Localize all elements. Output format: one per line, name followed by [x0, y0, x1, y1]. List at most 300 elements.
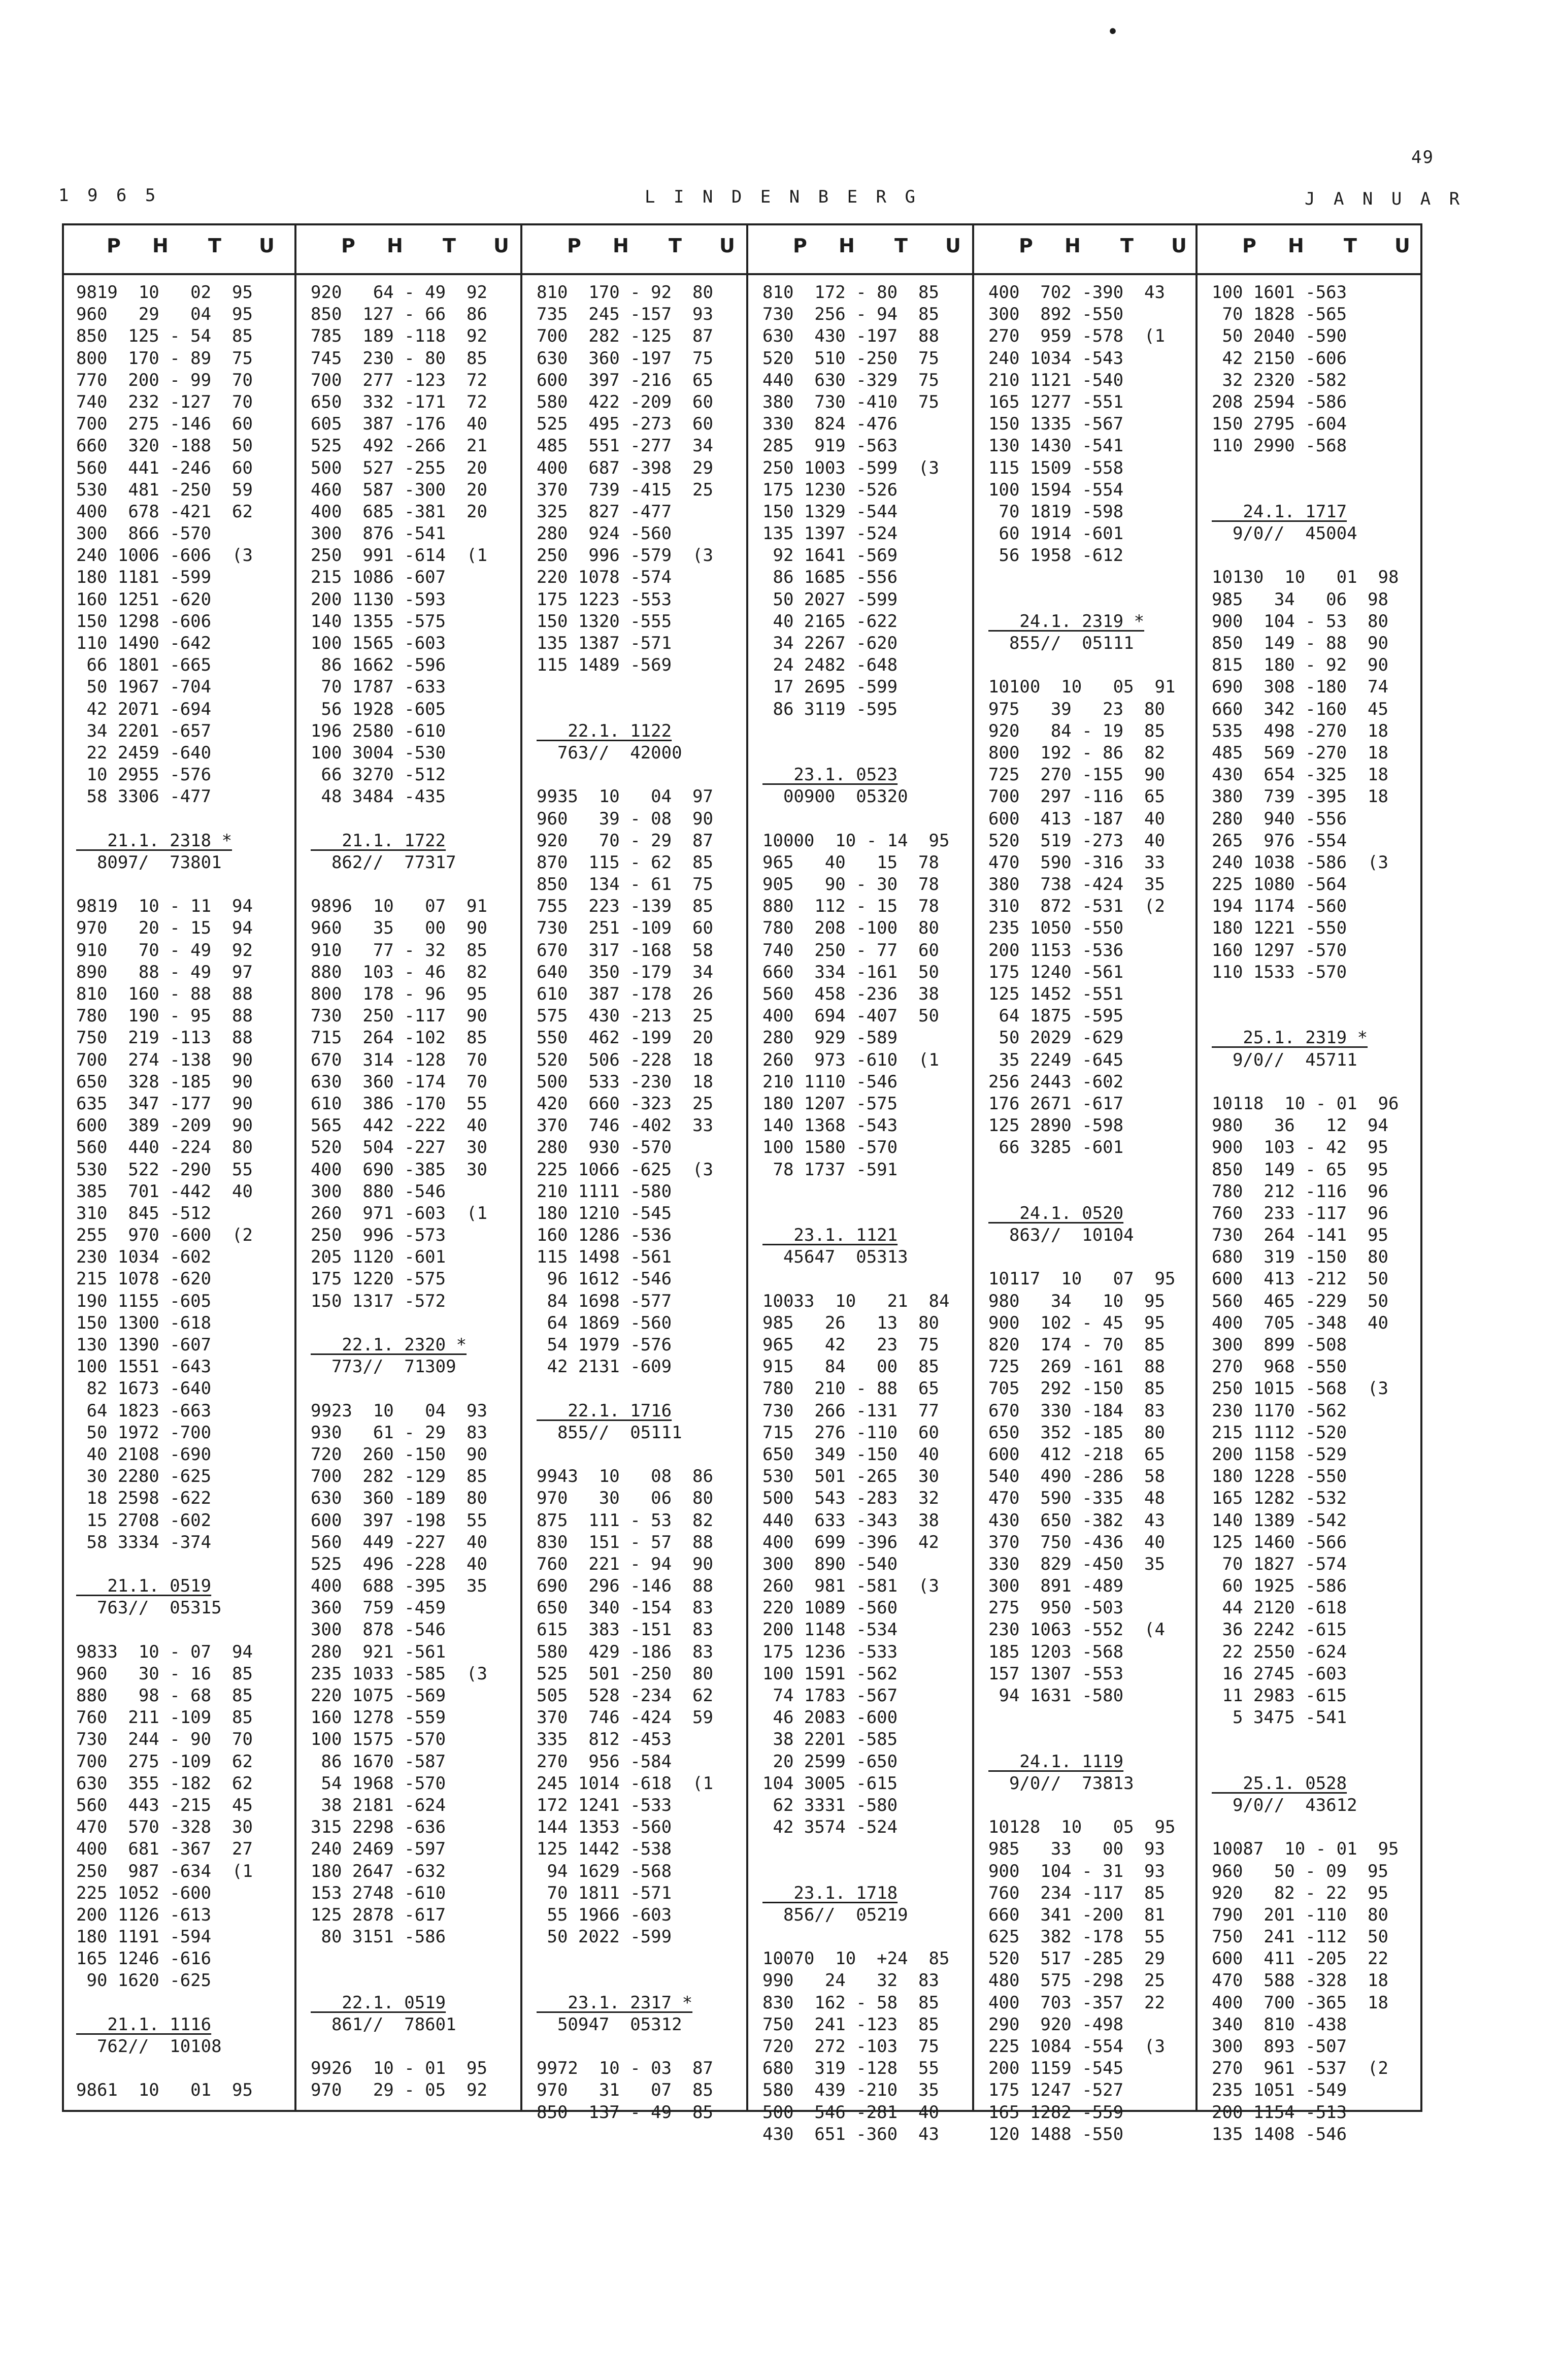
table-row: 86 1670 -587 [311, 1751, 446, 1772]
table-row [311, 1312, 487, 1334]
table-row: 11 2983 -615 [1212, 1685, 1347, 1706]
table-row: 54 1968 -570 [311, 1773, 446, 1794]
table-row: 730 244 - 90 70 [76, 1729, 253, 1750]
table-row: 125 1442 -538 [537, 1839, 672, 1860]
column-header: U [1394, 235, 1410, 257]
table-row: 400 690 -385 30 [311, 1159, 487, 1180]
table-row: 400 702 -390 43 [988, 282, 1165, 303]
table-row [988, 654, 1175, 676]
month-heading: J A N U A R [1305, 189, 1464, 209]
table-row: 180 1221 -550 [1212, 918, 1347, 939]
table-row: 280 929 -589 [762, 1028, 898, 1048]
table-row: 630 360 -189 80 [311, 1488, 487, 1509]
table-row: 525 492 -266 21 [311, 436, 487, 456]
table-row: 200 1159 -545 [988, 2058, 1124, 2079]
table-row: 270 959 -578 (1 [988, 326, 1165, 347]
sounding-heading: 22.1. 0519 [311, 1992, 446, 2013]
table-row: 520 506 -228 18 [537, 1049, 713, 1070]
table-row: 920 84 - 19 85 [988, 720, 1165, 741]
table-row: 310 845 -512 [76, 1203, 212, 1224]
table-row: 180 1207 -575 [762, 1093, 898, 1114]
table-row: 370 746 -402 33 [537, 1115, 713, 1136]
table-row: 750 241 -123 85 [762, 2014, 939, 2035]
table-row: 220 1075 -569 [311, 1685, 446, 1706]
table-row: 300 890 -540 [762, 1553, 898, 1574]
table-row: 275 950 -503 [988, 1598, 1124, 1618]
table-column [76, 282, 253, 2102]
table-row [537, 1444, 713, 1466]
table-row: 875 111 - 53 82 [537, 1510, 713, 1531]
table-row: 230 1034 -602 [76, 1247, 212, 1268]
table-row [762, 1838, 949, 1860]
header-rule [62, 273, 1422, 275]
sounding-heading: 21.1. 2318 * [76, 830, 232, 851]
table-row: 200 1158 -529 [1212, 1444, 1347, 1465]
table-row: 725 269 -161 88 [988, 1357, 1165, 1377]
table-row: 160 1278 -559 [311, 1707, 446, 1728]
table-row: 30 2280 -625 [76, 1466, 212, 1487]
table-row: 700 275 -146 60 [76, 414, 253, 435]
table-column [762, 282, 949, 2145]
table-row: 856// 05219 [762, 1904, 908, 1925]
table-row: 630 360 -197 75 [537, 348, 713, 369]
table-row: 270 956 -584 [537, 1751, 672, 1772]
table-row: 960 29 04 95 [76, 304, 253, 325]
table-row: 100 3004 -530 [311, 742, 446, 763]
table-row: 315 2298 -636 [311, 1817, 446, 1838]
table-row: 180 1191 -594 [76, 1927, 212, 1947]
table-row: 560 440 -224 80 [76, 1137, 253, 1158]
table-row: 150 1335 -567 [988, 414, 1124, 435]
table-row: 180 1210 -545 [537, 1203, 672, 1224]
table-row: 610 386 -170 55 [311, 1093, 487, 1114]
sounding-heading: 23.1. 1718 [762, 1882, 898, 1903]
table-row: 230 1063 -552 (4 [988, 1619, 1165, 1640]
table-row: 720 272 -103 75 [762, 2036, 939, 2057]
table-row: 110 1533 -570 [1212, 962, 1347, 982]
table-row: 900 104 - 53 80 [1212, 611, 1388, 632]
table-row: 920 82 - 22 95 [1212, 1882, 1388, 1903]
table-row: 196 2580 -610 [311, 720, 446, 741]
table-row: 650 349 -150 40 [762, 1444, 939, 1465]
table-row: 110 2990 -568 [1212, 436, 1347, 456]
table-row: 260 981 -581 (3 [762, 1576, 939, 1597]
table-row [1212, 1005, 1399, 1027]
table-row: 34 2201 -657 [76, 720, 212, 741]
table-row: 140 1368 -543 [762, 1115, 898, 1136]
table-row: 175 1230 -526 [762, 479, 898, 500]
table-column [537, 282, 713, 2124]
table-row: 150 1300 -618 [76, 1312, 212, 1333]
table-row: 430 654 -325 18 [1212, 765, 1388, 785]
table-row: 300 893 -507 [1212, 2036, 1347, 2057]
table-row [988, 567, 1175, 588]
table-row: 22 2459 -640 [76, 742, 212, 763]
table-row [76, 808, 253, 830]
table-row: 115 1498 -561 [537, 1247, 672, 1268]
table-row [1212, 1729, 1399, 1750]
table-row: 280 930 -570 [537, 1137, 672, 1158]
table-row: 370 750 -436 40 [988, 1532, 1165, 1552]
table-row: 176 2671 -617 [988, 1093, 1124, 1114]
table-row [537, 1948, 713, 1970]
table-row: 157 1307 -553 [988, 1663, 1124, 1684]
table-row: 9/0// 45004 [1212, 523, 1357, 544]
table-row: 300 876 -541 [311, 523, 446, 544]
table-row: 40 2108 -690 [76, 1444, 212, 1465]
table-row: 175 1247 -527 [988, 2080, 1124, 2101]
table-row: 70 1827 -574 [1212, 1553, 1347, 1574]
table-column [988, 282, 1175, 2145]
table-row: 830 151 - 57 88 [537, 1532, 713, 1552]
table-row: 38 2201 -585 [762, 1729, 898, 1750]
table-row: 16 2745 -603 [1212, 1663, 1347, 1684]
table-row: 880 103 - 46 82 [311, 962, 487, 982]
table-row [537, 764, 713, 786]
table-row: 861// 78601 [311, 2014, 456, 2035]
table-row: 910 77 - 32 85 [311, 940, 487, 961]
table-row: 970 20 - 15 94 [76, 918, 253, 939]
table-row: 9923 10 04 93 [311, 1400, 487, 1421]
table-row: 9/0// 43612 [1212, 1795, 1357, 1815]
table-row: 180 1228 -550 [1212, 1466, 1347, 1487]
column-header: P [567, 235, 581, 257]
table-row: 530 481 -250 59 [76, 479, 253, 500]
table-row [311, 1948, 487, 1970]
table-row: 300 878 -546 [311, 1619, 446, 1640]
table-row: 92 1641 -569 [762, 545, 898, 566]
table-row: 10000 10 - 14 95 [762, 830, 950, 851]
table-row: 810 170 - 92 80 [537, 282, 713, 303]
table-row: 900 103 - 42 95 [1212, 1137, 1388, 1158]
table-row: 240 1038 -586 (3 [1212, 852, 1388, 873]
table-row: 74 1783 -567 [762, 1685, 898, 1706]
table-row [762, 720, 949, 742]
table-row [537, 699, 713, 720]
table-row: 125 2878 -617 [311, 1904, 446, 1925]
table-row: 250 1015 -568 (3 [1212, 1378, 1388, 1399]
column-header: U [945, 235, 961, 257]
table-row: 440 630 -329 75 [762, 370, 939, 390]
table-row: 175 1240 -561 [988, 962, 1124, 982]
table-row: 270 961 -537 (2 [1212, 2058, 1388, 2079]
table-row: 985 26 13 80 [762, 1312, 939, 1333]
table-row: 165 1277 -551 [988, 391, 1124, 412]
table-row [988, 1729, 1175, 1750]
sounding-heading: 23.1. 1121 [762, 1225, 898, 1246]
table-row: 58 3334 -374 [76, 1532, 212, 1552]
column-header: T [443, 235, 456, 257]
table-row: 94 1629 -568 [537, 1861, 672, 1881]
table-row: 600 413 -187 40 [988, 808, 1165, 829]
table-row: 250 1003 -599 (3 [762, 457, 939, 478]
table-row: 50 2040 -590 [1212, 326, 1347, 347]
table-row: 9972 10 - 03 87 [537, 2058, 713, 2079]
table-row: 10130 10 01 98 [1212, 567, 1399, 588]
table-row: 200 1154 -513 [1212, 2102, 1347, 2123]
table-row: 165 1282 -532 [1212, 1488, 1347, 1509]
table-row: 990 24 32 83 [762, 1970, 939, 1991]
sounding-heading: 21.1. 0519 [76, 1576, 212, 1597]
table-row: 810 160 - 88 88 [76, 984, 253, 1004]
table-row: 54 1979 -576 [537, 1335, 672, 1355]
table-row: 210 1121 -540 [988, 370, 1124, 390]
table-row: 670 317 -168 58 [537, 940, 713, 961]
table-row: 70 1811 -571 [537, 1882, 672, 1903]
table-row: 500 533 -230 18 [537, 1071, 713, 1092]
table-row: 780 208 -100 80 [762, 918, 939, 939]
table-row: 45647 05313 [762, 1247, 908, 1268]
table-row: 250 996 -573 [311, 1225, 446, 1246]
table-row: 760 234 -117 85 [988, 1882, 1165, 1903]
table-row [762, 1861, 949, 1882]
table-row: 10128 10 05 95 [988, 1817, 1176, 1838]
table-row [988, 589, 1175, 611]
table-row: 140 1389 -542 [1212, 1510, 1347, 1531]
column-divider [1195, 223, 1198, 2112]
table-row: 135 1387 -571 [537, 633, 672, 653]
table-row: 380 730 -410 75 [762, 391, 939, 412]
table-row: 9935 10 04 97 [537, 786, 713, 807]
table-row: 160 1251 -620 [76, 589, 212, 610]
table-row: 850 134 - 61 75 [537, 874, 713, 895]
table-row: 190 1155 -605 [76, 1291, 212, 1311]
table-row: 985 34 06 98 [1212, 589, 1388, 610]
table-row: 420 660 -323 25 [537, 1093, 713, 1114]
table-row: 815 180 - 92 90 [1212, 655, 1388, 676]
table-row: 300 891 -489 [988, 1576, 1124, 1597]
table-row: 820 174 - 70 85 [988, 1335, 1165, 1355]
table-row: 175 1220 -575 [311, 1269, 446, 1290]
table-row: 330 829 -450 35 [988, 1553, 1165, 1574]
table-row: 740 232 -127 70 [76, 391, 253, 412]
table-row: 70 1828 -565 [1212, 304, 1347, 325]
table-row: 780 212 -116 96 [1212, 1181, 1388, 1202]
table-row: 850 125 - 54 85 [76, 326, 253, 347]
sounding-heading: 22.1. 1716 [537, 1400, 672, 1421]
table-row: 35 2249 -645 [988, 1049, 1124, 1070]
table-row: 56 1928 -605 [311, 699, 446, 719]
table-row: 310 872 -531 (2 [988, 896, 1165, 917]
table-row: 210 1111 -580 [537, 1181, 672, 1202]
table-row: 650 328 -185 90 [76, 1071, 253, 1092]
table-row: 800 178 - 96 95 [311, 984, 487, 1004]
table-row: 100 1565 -603 [311, 633, 446, 653]
table-row: 580 429 -186 83 [537, 1641, 713, 1662]
sounding-heading: 23.1. 0523 [762, 765, 898, 785]
table-row: 64 1875 -595 [988, 1006, 1124, 1027]
table-row: 130 1430 -541 [988, 436, 1124, 456]
table-row: 150 1298 -606 [76, 611, 212, 632]
table-row: 280 940 -556 [1212, 808, 1347, 829]
table-row: 100 1580 -570 [762, 1137, 898, 1158]
column-header: H [152, 235, 169, 257]
table-row: 400 685 -381 20 [311, 501, 487, 522]
table-row: 735 245 -157 93 [537, 304, 713, 325]
table-row: 700 275 -109 62 [76, 1751, 253, 1772]
table-row: 915 84 00 85 [762, 1357, 939, 1377]
table-row: 790 201 -110 80 [1212, 1904, 1388, 1925]
table-row: 485 569 -270 18 [1212, 742, 1388, 763]
table-row: 400 687 -398 29 [537, 457, 713, 478]
table-row: 430 650 -382 43 [988, 1510, 1165, 1531]
table-row [1212, 1751, 1399, 1773]
table-row: 980 36 12 94 [1212, 1115, 1388, 1136]
table-row: 690 308 -180 74 [1212, 677, 1388, 698]
table-row: 9861 10 01 95 [76, 2080, 253, 2101]
table-row: 960 50 - 09 95 [1212, 1861, 1388, 1881]
table-row: 930 61 - 29 83 [311, 1422, 487, 1443]
table-row: 100 1575 -570 [311, 1729, 446, 1750]
table-row: 44 2120 -618 [1212, 1598, 1347, 1618]
table-row: 380 738 -424 35 [988, 874, 1165, 895]
table-row: 670 330 -184 83 [988, 1400, 1165, 1421]
table-row: 62 3331 -580 [762, 1795, 898, 1815]
table-row: 50 1967 -704 [76, 677, 212, 698]
table-row [311, 808, 487, 830]
table-row: 700 274 -138 90 [76, 1049, 253, 1070]
table-row: 46 2083 -600 [762, 1707, 898, 1728]
table-row: 500 546 -281 40 [762, 2102, 939, 2123]
table-row: 175 1223 -553 [537, 589, 672, 610]
table-row: 650 332 -171 72 [311, 391, 487, 412]
table-row: 38 2181 -624 [311, 1795, 446, 1815]
table-row: 730 264 -141 95 [1212, 1225, 1388, 1246]
table-row: 550 462 -199 20 [537, 1028, 713, 1048]
table-row: 480 575 -298 25 [988, 1970, 1165, 1991]
table-row: 520 510 -250 75 [762, 348, 939, 369]
table-row: 230 1170 -562 [1212, 1400, 1347, 1421]
column-header: H [839, 235, 855, 257]
table-row: 144 1353 -560 [537, 1817, 672, 1838]
column-divider [520, 223, 522, 2112]
column-divider [972, 223, 974, 2112]
table-row: 50 2027 -599 [762, 589, 898, 610]
table-row: 200 1153 -536 [988, 940, 1124, 961]
table-row: 24 2482 -648 [762, 655, 898, 676]
table-row: 505 528 -234 62 [537, 1685, 713, 1706]
table-row: 970 31 07 85 [537, 2080, 713, 2101]
table-row: 750 219 -113 88 [76, 1028, 253, 1048]
sounding-heading: 22.1. 1122 [537, 720, 672, 741]
table-row: 660 320 -188 50 [76, 436, 253, 456]
table-row: 120 1488 -550 [988, 2124, 1124, 2144]
table-row: 960 39 - 08 90 [537, 808, 713, 829]
table-row: 762// 10108 [76, 2036, 222, 2057]
table-row: 580 439 -210 35 [762, 2080, 939, 2101]
table-row: 240 2469 -597 [311, 1839, 446, 1860]
table-row: 9819 10 - 11 94 [76, 896, 253, 917]
table-row [311, 1970, 487, 1992]
table-row: 42 2131 -609 [537, 1357, 672, 1377]
table-row: 763// 05315 [76, 1598, 222, 1618]
table-row: 760 211 -109 85 [76, 1707, 253, 1728]
table-row: 705 292 -150 85 [988, 1378, 1165, 1399]
table-row: 10070 10 +24 85 [762, 1948, 950, 1969]
table-row: 235 1050 -550 [988, 918, 1124, 939]
table-row: 210 1110 -546 [762, 1071, 898, 1092]
table-row: 745 230 - 80 85 [311, 348, 487, 369]
table-row: 42 3574 -524 [762, 1817, 898, 1838]
table-row [762, 1181, 949, 1203]
table-row: 830 162 - 58 85 [762, 1992, 939, 2013]
table-row: 150 1320 -555 [537, 611, 672, 632]
table-row: 600 413 -212 50 [1212, 1269, 1388, 1290]
table-row: 36 2242 -615 [1212, 1619, 1347, 1640]
table-row: 600 411 -205 22 [1212, 1948, 1388, 1969]
table-row: 50947 05312 [537, 2014, 682, 2035]
table-row: 32 2320 -582 [1212, 370, 1347, 390]
table-row: 785 189 -118 92 [311, 326, 487, 347]
table-row: 725 270 -155 90 [988, 765, 1165, 785]
table-row: 135 1408 -546 [1212, 2124, 1347, 2144]
table-row: 605 387 -176 40 [311, 414, 487, 435]
table-row: 225 1080 -564 [1212, 874, 1347, 895]
sounding-heading: 24.1. 0520 [988, 1203, 1124, 1224]
table-row: 50 2022 -599 [537, 1927, 672, 1947]
table-row: 340 810 -438 [1212, 2014, 1347, 2035]
table-row: 9926 10 - 01 95 [311, 2058, 487, 2079]
column-header: P [341, 235, 355, 257]
table-row: 208 2594 -586 [1212, 391, 1347, 412]
table-row: 200 1148 -534 [762, 1619, 898, 1640]
table-row: 235 1051 -549 [1212, 2080, 1347, 2101]
table-row [762, 742, 949, 764]
table-row: 560 465 -229 50 [1212, 1291, 1388, 1311]
speck-mark: • [1107, 20, 1119, 44]
table-row: 17 2695 -599 [762, 677, 898, 698]
table-row: 600 389 -209 90 [76, 1115, 253, 1136]
table-row: 18 2598 -622 [76, 1488, 212, 1509]
table-row: 720 260 -150 90 [311, 1444, 487, 1465]
table-row [988, 1707, 1175, 1729]
table-row: 380 739 -395 18 [1212, 786, 1388, 807]
table-row: 100 1551 -643 [76, 1357, 212, 1377]
table-row: 400 694 -407 50 [762, 1006, 939, 1027]
table-row: 965 42 23 75 [762, 1335, 939, 1355]
table-row [988, 1181, 1175, 1203]
table-row: 15 2708 -602 [76, 1510, 212, 1531]
table-row: 750 241 -112 50 [1212, 1927, 1388, 1947]
table-row: 250 996 -579 (3 [537, 545, 713, 566]
column-header: P [793, 235, 807, 257]
table-row: 40 2165 -622 [762, 611, 898, 632]
table-row [76, 874, 253, 896]
table-row: 66 3270 -512 [311, 765, 446, 785]
column-header: U [719, 235, 735, 257]
table-row [1212, 983, 1399, 1005]
table-row [1212, 1071, 1399, 1093]
table-row: 130 1390 -607 [76, 1335, 212, 1355]
table-row: 84 1698 -577 [537, 1291, 672, 1311]
table-row: 470 588 -328 18 [1212, 1970, 1388, 1991]
table-row: 640 350 -179 34 [537, 962, 713, 982]
table-row: 580 422 -209 60 [537, 391, 713, 412]
table-row: 100 1601 -563 [1212, 282, 1347, 303]
table-row: 485 551 -277 34 [537, 436, 713, 456]
table-row: 100 1591 -562 [762, 1663, 898, 1684]
column-header: T [208, 235, 221, 257]
table-row: 890 88 - 49 97 [76, 962, 253, 982]
table-row: 920 70 - 29 87 [537, 830, 713, 851]
table-row: 530 522 -290 55 [76, 1159, 253, 1180]
sounding-heading: 24.1. 2319 * [988, 611, 1145, 632]
table-row: 635 347 -177 90 [76, 1093, 253, 1114]
table-row: 160 1286 -536 [537, 1225, 672, 1246]
table-row: 770 200 - 99 70 [76, 370, 253, 390]
table-row: 400 703 -357 22 [988, 1992, 1165, 2013]
page-number: 49 [1411, 147, 1434, 168]
